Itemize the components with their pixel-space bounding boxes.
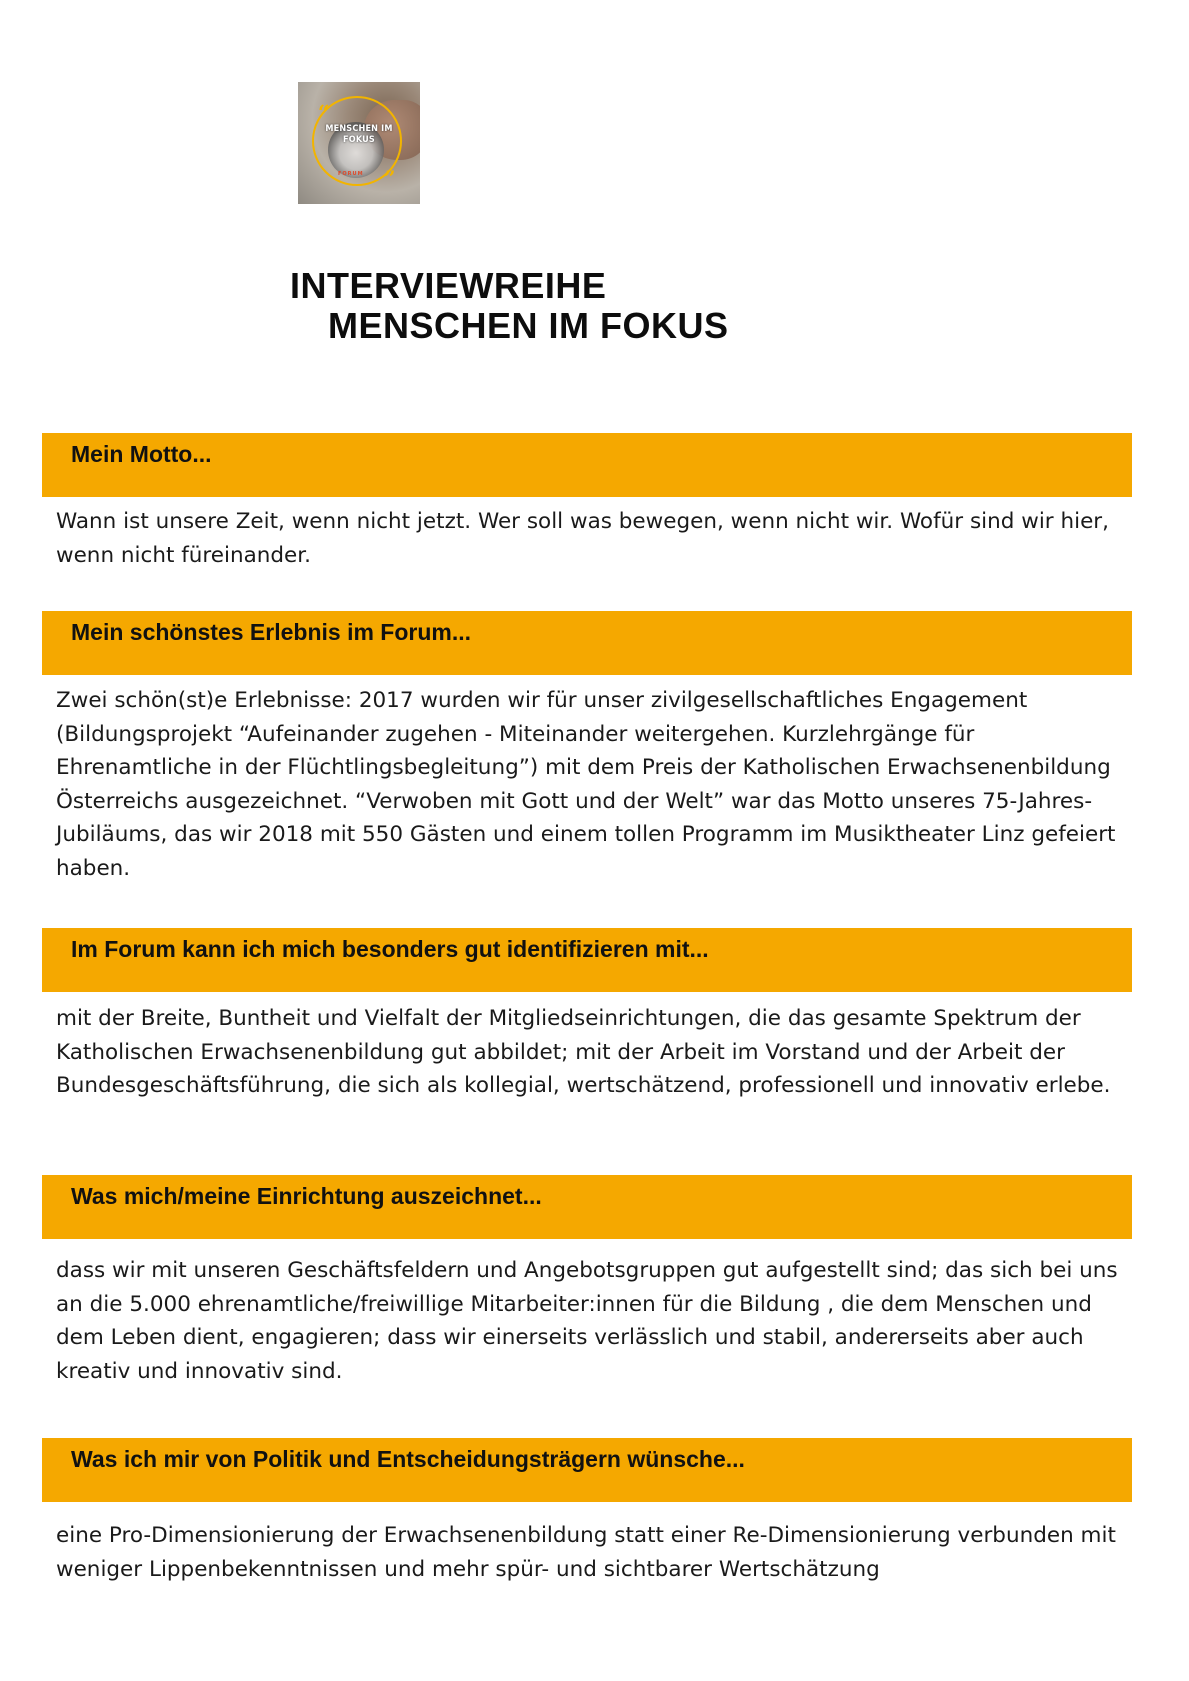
- logo-text-line2: FOKUS: [343, 135, 375, 145]
- open-quote-icon: “: [318, 100, 330, 124]
- page-title: [290, 266, 729, 346]
- section-heading: Was mich/meine Einrichtung auszeichnet...: [71, 1183, 542, 1209]
- menschen-im-fokus-logo: [298, 82, 420, 204]
- section-heading: Mein schönstes Erlebnis im Forum...: [71, 619, 472, 645]
- logo-org-label: FORUM: [338, 171, 364, 177]
- section-header-politik: [42, 1438, 1132, 1502]
- logo-text: [316, 124, 402, 146]
- page-title-line1: INTERVIEWREIHE: [290, 265, 607, 306]
- section-heading: Was ich mir von Politik und Entscheidungsträgern wünsche...: [71, 1446, 745, 1472]
- page-title-line2: MENSCHEN IM FOKUS: [328, 305, 729, 346]
- section-header-motto: [42, 433, 1132, 497]
- section-heading: Im Forum kann ich mich besonders gut identifizieren mit...: [71, 936, 709, 962]
- section-header-auszeichnet: [42, 1175, 1132, 1239]
- section-body-motto: Wann ist unsere Zeit, wenn nicht jetzt. Wer soll was bewegen, wenn nicht wir. Wofür sind wir hier, wenn nicht füreinander.: [56, 509, 1109, 568]
- close-quote-icon: ”: [384, 166, 396, 190]
- section-heading: Mein Motto...: [71, 441, 212, 467]
- section-body-erlebnis: Zwei schön(st)e Erlebnisse: 2017 wurden wir für unser zivilgesellschaftliches Engagement (Bildungsprojekt “Aufeinander zugehen - Miteinander weitergehen. Kurzlehrgänge für Ehrenamtliche in der Flüchtlingsbegleitung”) mit dem Preis der Katholischen Erwachsenenbildung Österreichs ausgezeichnet. “Verwoben mit Gott und der Welt” war das Motto unseres 75-Jahres-Jubiläums, das wir 2018 mit 550 Gästen und einem tollen Programm im Musiktheater Linz gefeiert haben.: [56, 688, 1116, 881]
- section-body-politik: eine Pro-Dimensionierung der Erwachsenenbildung statt einer Re-Dimensionierung verbunden mit weniger Lippenbekenntnissen und mehr spür- und sichtbarer Wertschätzung: [56, 1523, 1116, 1582]
- section-body-identifizieren: mit der Breite, Buntheit und Vielfalt der Mitgliedseinrichtungen, die das gesamte Spektrum der Katholischen Erwachsenenbildung gut abbildet; mit der Arbeit im Vorstand und der Arbeit der Bundesgeschäftsführung, die sich als kollegial, wertschätzend, professionell und innovativ erlebe.: [56, 1006, 1111, 1098]
- logo-text-line1: MENSCHEN IM: [325, 124, 393, 134]
- section-header-erlebnis: [42, 611, 1132, 675]
- section-header-identifizieren: [42, 928, 1132, 992]
- section-body-auszeichnet: dass wir mit unseren Geschäftsfeldern und Angebotsgruppen gut aufgestellt sind; das sich bei uns an die 5.000 ehrenamtliche/freiwillige Mitarbeiter:innen für die Bildung , die dem Menschen und dem Leben dient, engagieren; dass wir einerseits verlässlich und stabil, andererseits aber auch kreativ und innovativ sind.: [56, 1258, 1118, 1384]
